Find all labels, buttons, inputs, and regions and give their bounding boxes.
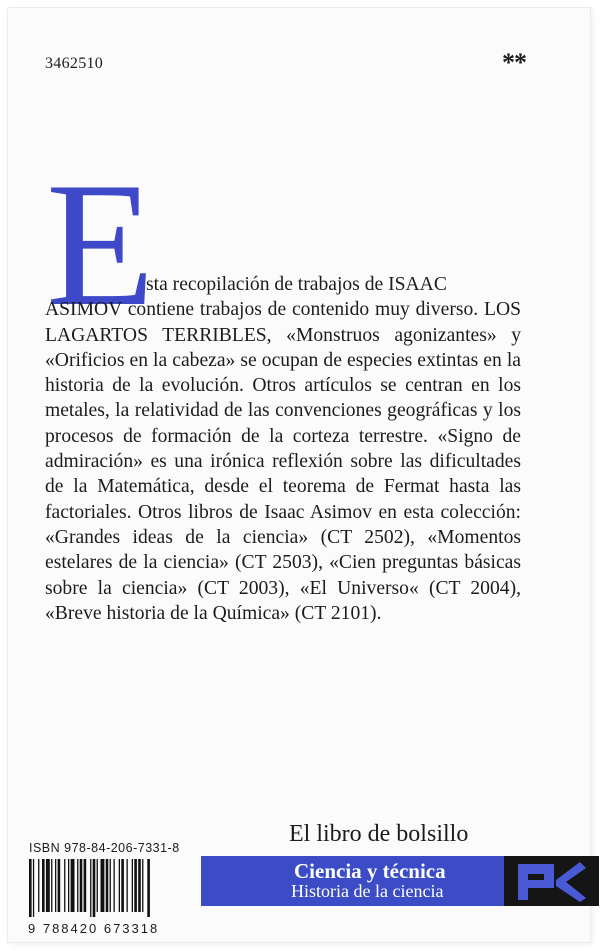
isbn-label: ISBN 978-84-206-7331-8	[29, 841, 180, 855]
synopsis-first-line: sta recopilación de trabajos de ISAAC	[146, 274, 447, 295]
alianza-logo-icon	[506, 860, 596, 902]
barcode-image	[27, 859, 195, 917]
publisher-logo-icon	[504, 856, 599, 906]
back-cover	[8, 8, 590, 942]
subcollection-name: Historia de la ciencia	[291, 881, 444, 901]
drop-cap: E	[46, 145, 155, 343]
synopsis-rest: ASIMOV contiene trabajos de contenido muy diverso. LOS LAGARTOS TERRIBLES, «Monstruos agonizantes» y «Orificios en la cabeza» se ocupan de especies extintas en la historia de la evolución. Otros artículos se centran en los metales, la relatividad de las convenciones geográficas y los procesos de formación de la corteza terrestre. «Signo de admiración» es una irónica reflexión sobre las dificultades de la Matemática, desde el teorema de Fermat hasta las factoriales. Otros libros de Isaac Asimov en esta colección: «Grandes ideas de la ciencia» (CT 2502), «Momentos estelares de la ciencia» (CT 2503), «Cien preguntas básicas sobre la ciencia» (CT 2003), «El Universo« (CT 2004), «Breve historia de la Química» (CT 2101).	[45, 299, 521, 624]
collection-band	[201, 856, 504, 906]
barcode-digits: 9 788420 673318	[28, 921, 160, 936]
rating-stars: **	[502, 48, 526, 77]
series-title: El libro de bolsillo	[289, 821, 469, 847]
catalog-code: 3462510	[45, 55, 104, 72]
synopsis-text	[45, 272, 521, 626]
collection-name: Ciencia y técnica	[294, 859, 446, 883]
